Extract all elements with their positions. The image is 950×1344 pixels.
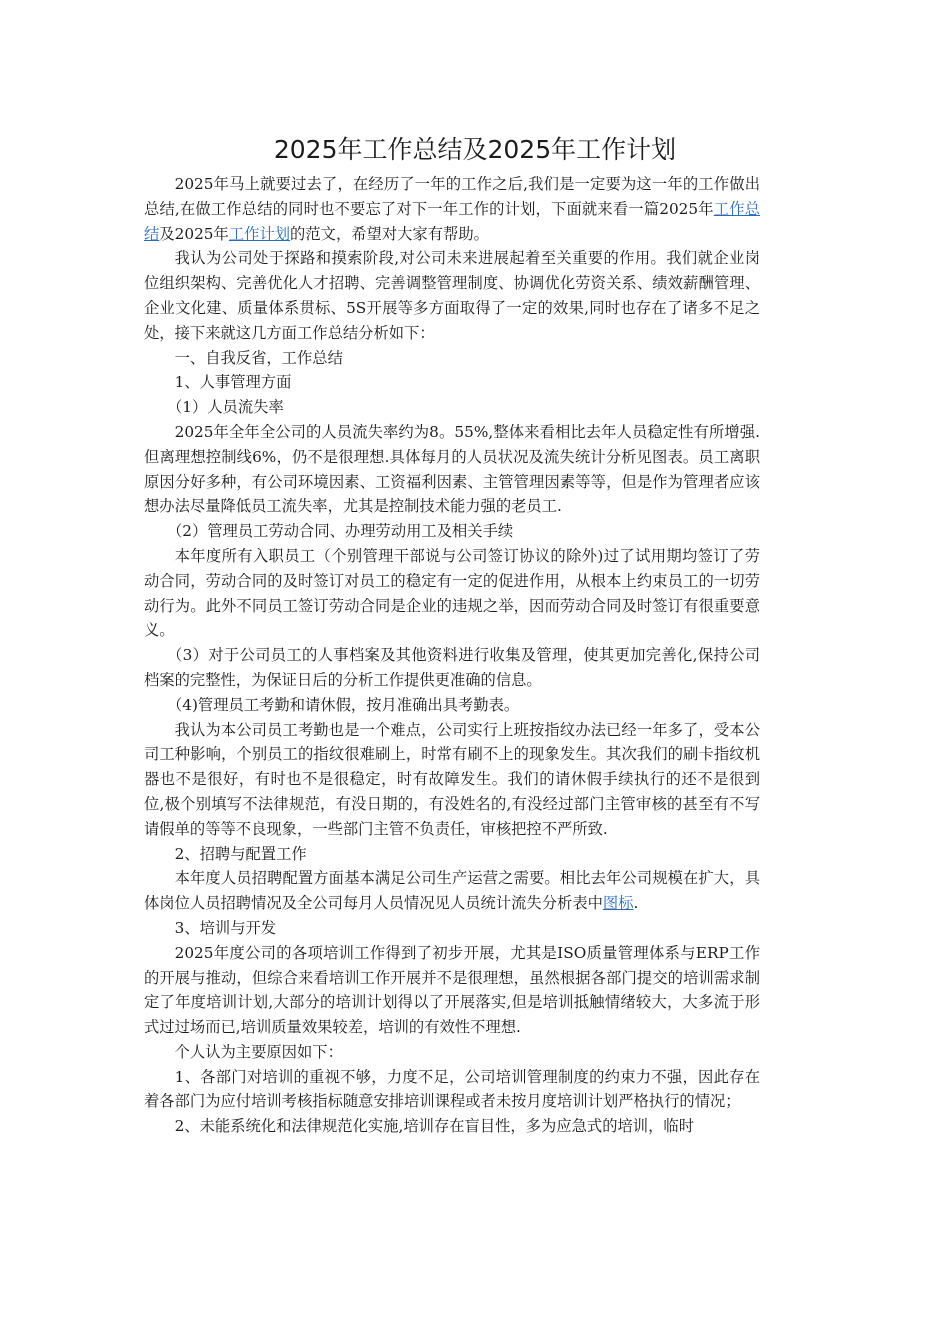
paragraph-text: （3）对于公司员工的人事档案及其他资料进行收集及管理，使其更加完善化,保持公司档案的完整性，为保证日后的分析工作提供更准确的信息。 — [144, 646, 760, 689]
paragraph-text: 2、招聘与配置工作 — [174, 844, 307, 863]
paragraph — [144, 916, 760, 941]
paragraph-text: 2、未能系统化和法律规范化实施,培训存在盲目性，多为应急式的培训，临时 — [174, 1117, 694, 1136]
paragraph — [144, 693, 760, 718]
paragraph — [144, 519, 760, 544]
inline-link[interactable]: 工作计划 — [228, 224, 291, 243]
paragraph — [144, 1114, 760, 1139]
paragraph-text: 本年度所有入职员工（个别管理干部说与公司签订协议的除外)过了试用期均签订了劳动合同，劳动合同的及时签订对员工的稳定有一定的促进作用，从根本上约束员工的一切劳动行为。此外不同员工签订劳动合同是企业的违规之举，因而劳动合同及时签订有很重要意义。 — [144, 546, 760, 640]
paragraph-text: 1、人事管理方面 — [174, 373, 292, 392]
paragraph — [144, 643, 760, 693]
paragraph-text: （2）管理员工劳动合同、办理劳动用工及相关手续 — [166, 522, 514, 541]
paragraph — [144, 1040, 760, 1065]
paragraph-text: 我认为公司处于探路和摸索阶段,对公司未来进展起着至关重要的作用。我们就企业岗位组织架构、完善优化人才招聘、完善调整管理制度、协调优化劳资关系、绩效薪酬管理、企业文化建、质量体系贯标、5S开展等多方面取得了一定的效果,同时也存在了诸多不足之处，接下来就这几方面工作总结分析如下： — [144, 249, 760, 342]
document-body — [144, 172, 760, 1139]
paragraph-text: 我认为本公司员工考勤也是一个难点，公司实行上班按指纹办法已经一年多了，受本公司工种影响，个别员工的指纹很难刷上，时常有刷不上的现象发生。其次我们的刷卡指纹机器也不是很好，有时也不是很稳定，时有故障发生。我们的请休假手续执行的还不是很到位,极个别填写不法律规范，有没日期的，有没姓名的,有没经过部门主管审核的甚至有不写请假单的等等不良现象，一些部门主管不负责任，审核把控不严所致. — [144, 720, 760, 838]
paragraph — [144, 866, 760, 916]
paragraph — [144, 718, 760, 842]
paragraph-text: 3、培训与开发 — [174, 918, 277, 937]
paragraph — [144, 395, 760, 420]
paragraph-text: 个人认为主要原因如下： — [174, 1042, 343, 1061]
inline-link[interactable]: 图标 — [602, 894, 634, 913]
paragraph-text: 2025年度公司的各项培训工作得到了初步开展，尤其是ISO质量管理体系与ERP工作的开展与推动，但综合来看培训工作开展并不是很理想，虽然根据各部门提交的培训需求制定了年度培训计划,大部分的培训计划得以了开展落实,但是培训抵触情绪较大，大多流于形式过过场而已,培训质量效果较差，培训的有效性不理想. — [144, 943, 760, 1037]
paragraph — [144, 544, 760, 643]
paragraph-text: 及2025年 — [159, 224, 229, 243]
paragraph — [144, 246, 760, 345]
paragraph — [144, 172, 760, 246]
paragraph-text: （1）人员流失率 — [166, 398, 284, 417]
paragraph-text: 的范文，希望对大家有帮助。 — [290, 224, 489, 243]
paragraph — [144, 370, 760, 395]
document-title: 2025年工作总结及2025年工作计划 — [273, 135, 677, 164]
paragraph-text: 一、自我反省，工作总结 — [174, 348, 343, 367]
paragraph — [144, 941, 760, 1040]
paragraph-text: 2025年全年全公司的人员流失率约为8。55%,整体来看相比去年人员稳定性有所增强.但离理想控制线6%，仍不是很理想.具体每月的人员状况及流失统计分析见图表。员工离职原因分好多种，有公司环境因素、工资福利因素、主管管理因素等等，但是作为管理者应该想办法尽量降低员工流失率，尤其是控制技术能力强的老员工. — [144, 422, 760, 516]
paragraph-text: （4)管理员工考勤和请休假，按月准确出具考勤表。 — [166, 695, 520, 714]
paragraph-text: 2025年马上就要过去了，在经历了一年的工作之后,我们是一定要为这一年的工作做出总结,在做工作总结的同时也不要忘了对下一年工作的计划，下面就来看一篇2025年 — [144, 175, 760, 218]
paragraph — [144, 1065, 760, 1115]
paragraph — [144, 842, 760, 867]
inline-link[interactable]: 工作总结 — [144, 199, 760, 243]
paragraph — [144, 346, 760, 371]
paragraph-text: 本年度人员招聘配置方面基本满足公司生产运营之需要。相比去年公司规模在扩大，具体岗位人员招聘情况及全公司每月人员情况见人员统计流失分析表中 — [144, 869, 760, 913]
paragraph-text: 1、各部门对培训的重视不够，力度不足，公司培训管理制度的约束力不强，因此存在着各部门为应付培训考核指标随意安排培训课程或者未按月度培训计划严格执行的情况； — [144, 1067, 760, 1111]
paragraph — [144, 420, 760, 519]
paragraph-text: . — [633, 894, 639, 913]
